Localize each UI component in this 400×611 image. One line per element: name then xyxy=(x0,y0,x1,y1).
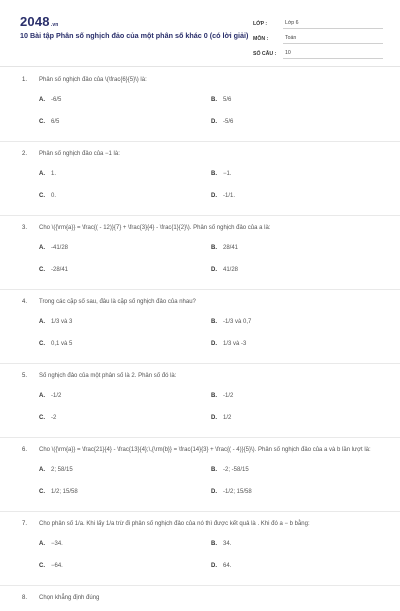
option-value: -2 xyxy=(51,415,57,421)
option-value: -5/6 xyxy=(223,119,234,125)
question-text: Chọn khẳng định đúng xyxy=(39,595,100,601)
question-list xyxy=(0,76,400,611)
option-value: 1/2; 15/58 xyxy=(51,489,78,495)
option-value: -1/3 và 0,7 xyxy=(223,319,252,325)
option-label: B. xyxy=(211,97,217,103)
question-text: Cho \({\rm{a}} = \frac{21}{4} - \frac{13}{4};\,{\rm{b}} = \frac{14}{3} + \frac{( - 4)}{5}\). Phân số nghịch đảo của a và b lần lượt là: xyxy=(39,447,371,453)
option-value: 1/2 xyxy=(223,415,232,421)
option-label: D. xyxy=(211,119,217,125)
question-divider xyxy=(0,289,400,290)
question-text: Phân số nghịch đảo của −1 là: xyxy=(39,151,120,157)
question-number: 8. xyxy=(22,595,28,601)
question-number: 5. xyxy=(22,373,28,379)
question-number: 6. xyxy=(22,447,28,453)
answer-option[interactable] xyxy=(211,97,383,103)
option-list xyxy=(0,533,400,577)
answer-option[interactable] xyxy=(211,193,383,199)
question-number: 2. xyxy=(22,151,28,157)
option-label: A. xyxy=(39,319,45,325)
option-value: 0. xyxy=(51,193,57,199)
option-value: 1/3 và 3 xyxy=(51,319,73,325)
worksheet-title: 10 Bài tập Phân số nghịch đảo của một phân số khác 0 (có lời giải) xyxy=(20,31,249,40)
option-row xyxy=(0,111,400,133)
option-label: D. xyxy=(211,415,217,421)
answer-option[interactable] xyxy=(39,171,211,177)
option-value: 34. xyxy=(223,541,232,547)
option-label: A. xyxy=(39,467,45,473)
answer-option[interactable] xyxy=(39,341,211,347)
option-label: B. xyxy=(211,393,217,399)
meta-value: Toán xyxy=(283,35,383,44)
answer-option[interactable] xyxy=(39,467,211,473)
question-number: 4. xyxy=(22,299,28,305)
meta-row xyxy=(253,44,383,59)
question-item xyxy=(0,150,400,207)
question-text: Cho \({\rm{a}} = \frac{( - 12)}{7} + \frac{3}{4} - \frac{1}{2}\). Phân số nghịch đảo của a là: xyxy=(39,225,271,231)
option-value: 28/41 xyxy=(223,245,239,251)
option-label: C. xyxy=(39,341,45,347)
question-item xyxy=(0,446,400,503)
option-value: 64. xyxy=(223,563,232,569)
option-label: B. xyxy=(211,171,217,177)
answer-option[interactable] xyxy=(39,541,211,547)
option-value: −1. xyxy=(223,171,232,177)
answer-option[interactable] xyxy=(211,171,383,177)
option-row xyxy=(0,163,400,185)
option-list xyxy=(0,237,400,281)
answer-option[interactable] xyxy=(211,415,383,421)
option-label: D. xyxy=(211,267,217,273)
question-item xyxy=(0,298,400,355)
option-label: A. xyxy=(39,393,45,399)
option-value: −64. xyxy=(51,563,63,569)
option-row xyxy=(0,237,400,259)
question-divider xyxy=(0,437,400,438)
option-value: −34. xyxy=(51,541,63,547)
answer-option[interactable] xyxy=(211,489,383,495)
question-text: Cho phân số 1/a. Khi lấy 1/a trừ đi phân số nghịch đảo của nó thì được kết quả là . Khi đó a − b bằng: xyxy=(39,521,310,527)
answer-option[interactable] xyxy=(39,489,211,495)
option-value: 5/6 xyxy=(223,97,232,103)
option-label: B. xyxy=(211,245,217,251)
meta-label: LỚP : xyxy=(253,21,268,27)
option-label: B. xyxy=(211,467,217,473)
option-row xyxy=(0,533,400,555)
answer-option[interactable] xyxy=(211,319,383,325)
option-row xyxy=(0,407,400,429)
answer-option[interactable] xyxy=(39,193,211,199)
answer-option[interactable] xyxy=(211,119,383,125)
worksheet-header xyxy=(0,0,400,64)
answer-option[interactable] xyxy=(39,267,211,273)
answer-option[interactable] xyxy=(39,393,211,399)
option-row xyxy=(0,311,400,333)
answer-option[interactable] xyxy=(211,467,383,473)
option-list xyxy=(0,311,400,355)
option-list xyxy=(0,163,400,207)
option-label: A. xyxy=(39,171,45,177)
meta-label: SỐ CÂU : xyxy=(253,51,277,57)
meta-row xyxy=(253,14,383,29)
option-row xyxy=(0,259,400,281)
answer-option[interactable] xyxy=(39,415,211,421)
question-item xyxy=(0,520,400,577)
answer-option[interactable] xyxy=(211,341,383,347)
question-item xyxy=(0,224,400,281)
option-label: B. xyxy=(211,319,217,325)
option-label: B. xyxy=(211,541,217,547)
answer-option[interactable] xyxy=(39,319,211,325)
option-value: -2; -58/15 xyxy=(223,467,249,473)
option-label: A. xyxy=(39,541,45,547)
option-value: 2; 58/15 xyxy=(51,467,73,473)
option-value: -1/1. xyxy=(223,193,236,199)
option-row xyxy=(0,333,400,355)
question-divider xyxy=(0,141,400,142)
question-divider xyxy=(0,363,400,364)
option-list xyxy=(0,459,400,503)
option-label: C. xyxy=(39,415,45,421)
answer-option[interactable] xyxy=(39,563,211,569)
site-logo[interactable]: 2048.vn xyxy=(20,14,59,29)
option-row xyxy=(0,385,400,407)
option-label: C. xyxy=(39,267,45,273)
meta-row xyxy=(253,29,383,44)
answer-option[interactable] xyxy=(39,119,211,125)
option-label: A. xyxy=(39,97,45,103)
worksheet-meta xyxy=(253,14,383,59)
header-divider xyxy=(0,66,400,67)
option-value: -28/41 xyxy=(51,267,69,273)
option-label: C. xyxy=(39,193,45,199)
question-text: Số nghịch đảo của một phân số là 2. Phân số đó là: xyxy=(39,373,177,379)
question-number: 7. xyxy=(22,521,28,527)
meta-value: 10 xyxy=(283,50,383,59)
option-value: 41/28 xyxy=(223,267,239,273)
answer-option[interactable] xyxy=(39,245,211,251)
answer-option[interactable] xyxy=(211,393,383,399)
question-number: 1. xyxy=(22,77,28,83)
option-value: 1/3 và -3 xyxy=(223,341,247,347)
option-label: C. xyxy=(39,489,45,495)
answer-option[interactable] xyxy=(211,563,383,569)
option-label: D. xyxy=(211,193,217,199)
option-value: -1/2 xyxy=(223,393,234,399)
option-label: C. xyxy=(39,119,45,125)
question-divider xyxy=(0,585,400,586)
option-value: -41/28 xyxy=(51,245,69,251)
question-divider xyxy=(0,215,400,216)
question-divider xyxy=(0,511,400,512)
answer-option[interactable] xyxy=(211,267,383,273)
option-label: C. xyxy=(39,563,45,569)
option-value: -6/5 xyxy=(51,97,62,103)
meta-label: MÔN : xyxy=(253,36,269,42)
option-label: A. xyxy=(39,245,45,251)
option-row xyxy=(0,555,400,577)
question-item xyxy=(0,372,400,429)
answer-option[interactable] xyxy=(211,245,383,251)
option-list xyxy=(0,385,400,429)
option-list xyxy=(0,89,400,133)
option-label: D. xyxy=(211,489,217,495)
question-text: Trong các cặp số sau, đâu là cặp số nghịch đảo của nhau? xyxy=(39,299,196,305)
option-row xyxy=(0,459,400,481)
option-value: 6/5 xyxy=(51,119,60,125)
answer-option[interactable] xyxy=(211,541,383,547)
question-item xyxy=(0,594,400,603)
question-number: 3. xyxy=(22,225,28,231)
option-row xyxy=(0,481,400,503)
meta-value: Lớp 6 xyxy=(283,20,383,29)
option-value: 1. xyxy=(51,171,57,177)
question-item xyxy=(0,76,400,133)
option-row xyxy=(0,89,400,111)
option-row xyxy=(0,185,400,207)
option-label: D. xyxy=(211,341,217,347)
option-value: -1/2; 15/58 xyxy=(223,489,252,495)
option-value: -1/2 xyxy=(51,393,62,399)
answer-option[interactable] xyxy=(39,97,211,103)
option-label: D. xyxy=(211,563,217,569)
question-text: Phân số nghịch đảo của \(\frac{6}{5}\) là: xyxy=(39,77,147,83)
option-value: 0,1 và 5 xyxy=(51,341,73,347)
